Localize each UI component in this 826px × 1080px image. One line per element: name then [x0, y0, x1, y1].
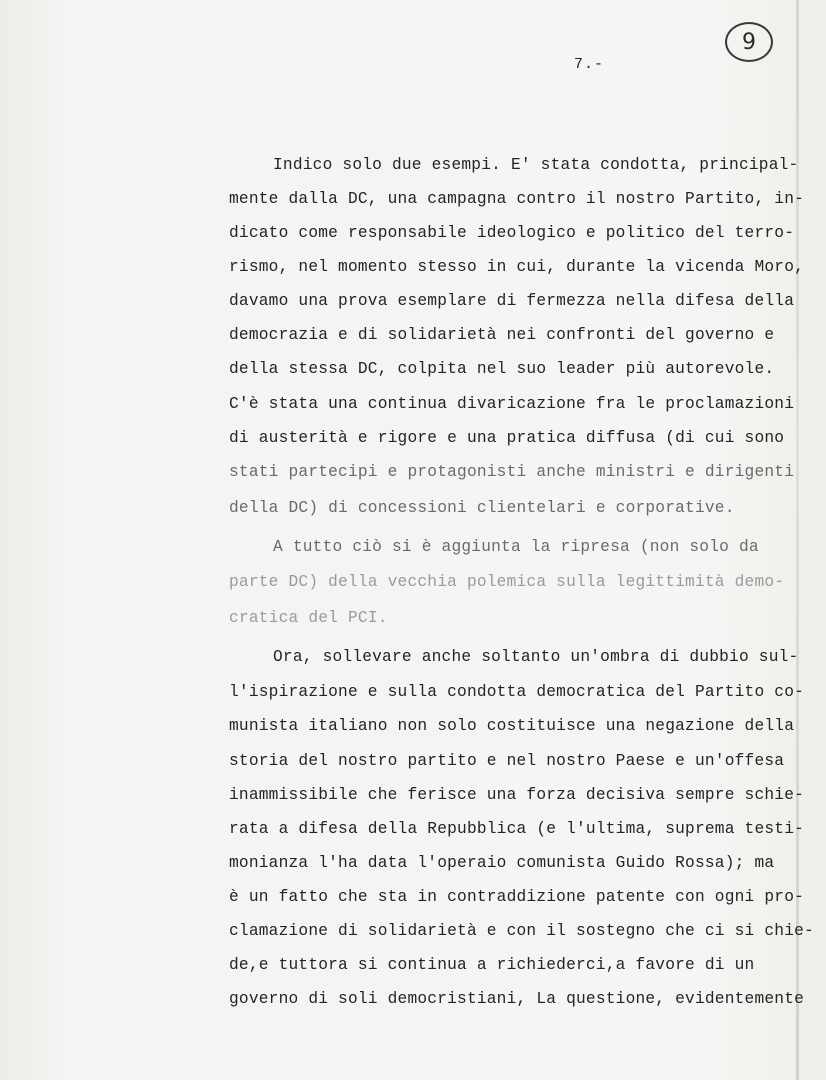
text-line: A tutto ciò si è aggiunta la ripresa (non solo da: [273, 538, 759, 556]
text-line: munista italiano non solo costituisce una negazione della: [229, 717, 795, 735]
text-line: Ora, sollevare anche soltanto un'ombra di dubbio sul-: [273, 648, 799, 666]
text-line: l'ispirazione e sulla condotta democratica del Partito co-: [229, 683, 805, 701]
text-line: di austerità e rigore e una pratica diffusa (di cui sono: [229, 429, 785, 447]
text-line: parte DC) della vecchia polemica sulla legittimità demo-: [229, 573, 785, 591]
text-line: C'è stata una continua divaricazione fra le proclamazioni: [229, 395, 795, 413]
text-line: Indico solo due esempi. E' stata condotta, principal-: [273, 156, 799, 174]
text-line: de,e tuttora si continua a richiederci,a favore di un: [229, 956, 755, 974]
text-line: mente dalla DC, una campagna contro il nostro Partito, in-: [229, 190, 805, 208]
text-line: davamo una prova esemplare di fermezza nella difesa della: [229, 292, 795, 310]
text-line: clamazione di solidarietà e con il sostegno che ci si chie-: [229, 922, 814, 940]
page-stamp-circle: [725, 22, 773, 62]
text-line: rata a difesa della Repubblica (e l'ultima, suprema testi-: [229, 820, 805, 838]
text-line: stati partecipi e protagonisti anche ministri e dirigenti: [229, 463, 795, 481]
text-line: inammissibile che ferisce una forza decisiva sempre schie-: [229, 786, 805, 804]
text-line: storia del nostro partito e nel nostro Paese e un'offesa: [229, 752, 785, 770]
stamp-number: 9: [742, 29, 756, 55]
text-line: dicato come responsabile ideologico e politico del terro-: [229, 224, 795, 242]
text-line: monianza l'ha data l'operaio comunista Guido Rossa); ma: [229, 854, 775, 872]
text-line: è un fatto che sta in contraddizione patente con ogni pro-: [229, 888, 805, 906]
page-number: 7.-: [574, 56, 605, 73]
text-line: governo di soli democristiani, La questione, evidentemente: [229, 990, 805, 1008]
text-line: della DC) di concessioni clientelari e corporative.: [229, 499, 735, 517]
text-line: democrazia e di solidarietà nei confronti del governo e: [229, 326, 775, 344]
text-line: cratica del PCI.: [229, 609, 388, 627]
text-line: rismo, nel momento stesso in cui, durante la vicenda Moro,: [229, 258, 805, 276]
text-line: della stessa DC, colpita nel suo leader più autorevole.: [229, 360, 775, 378]
